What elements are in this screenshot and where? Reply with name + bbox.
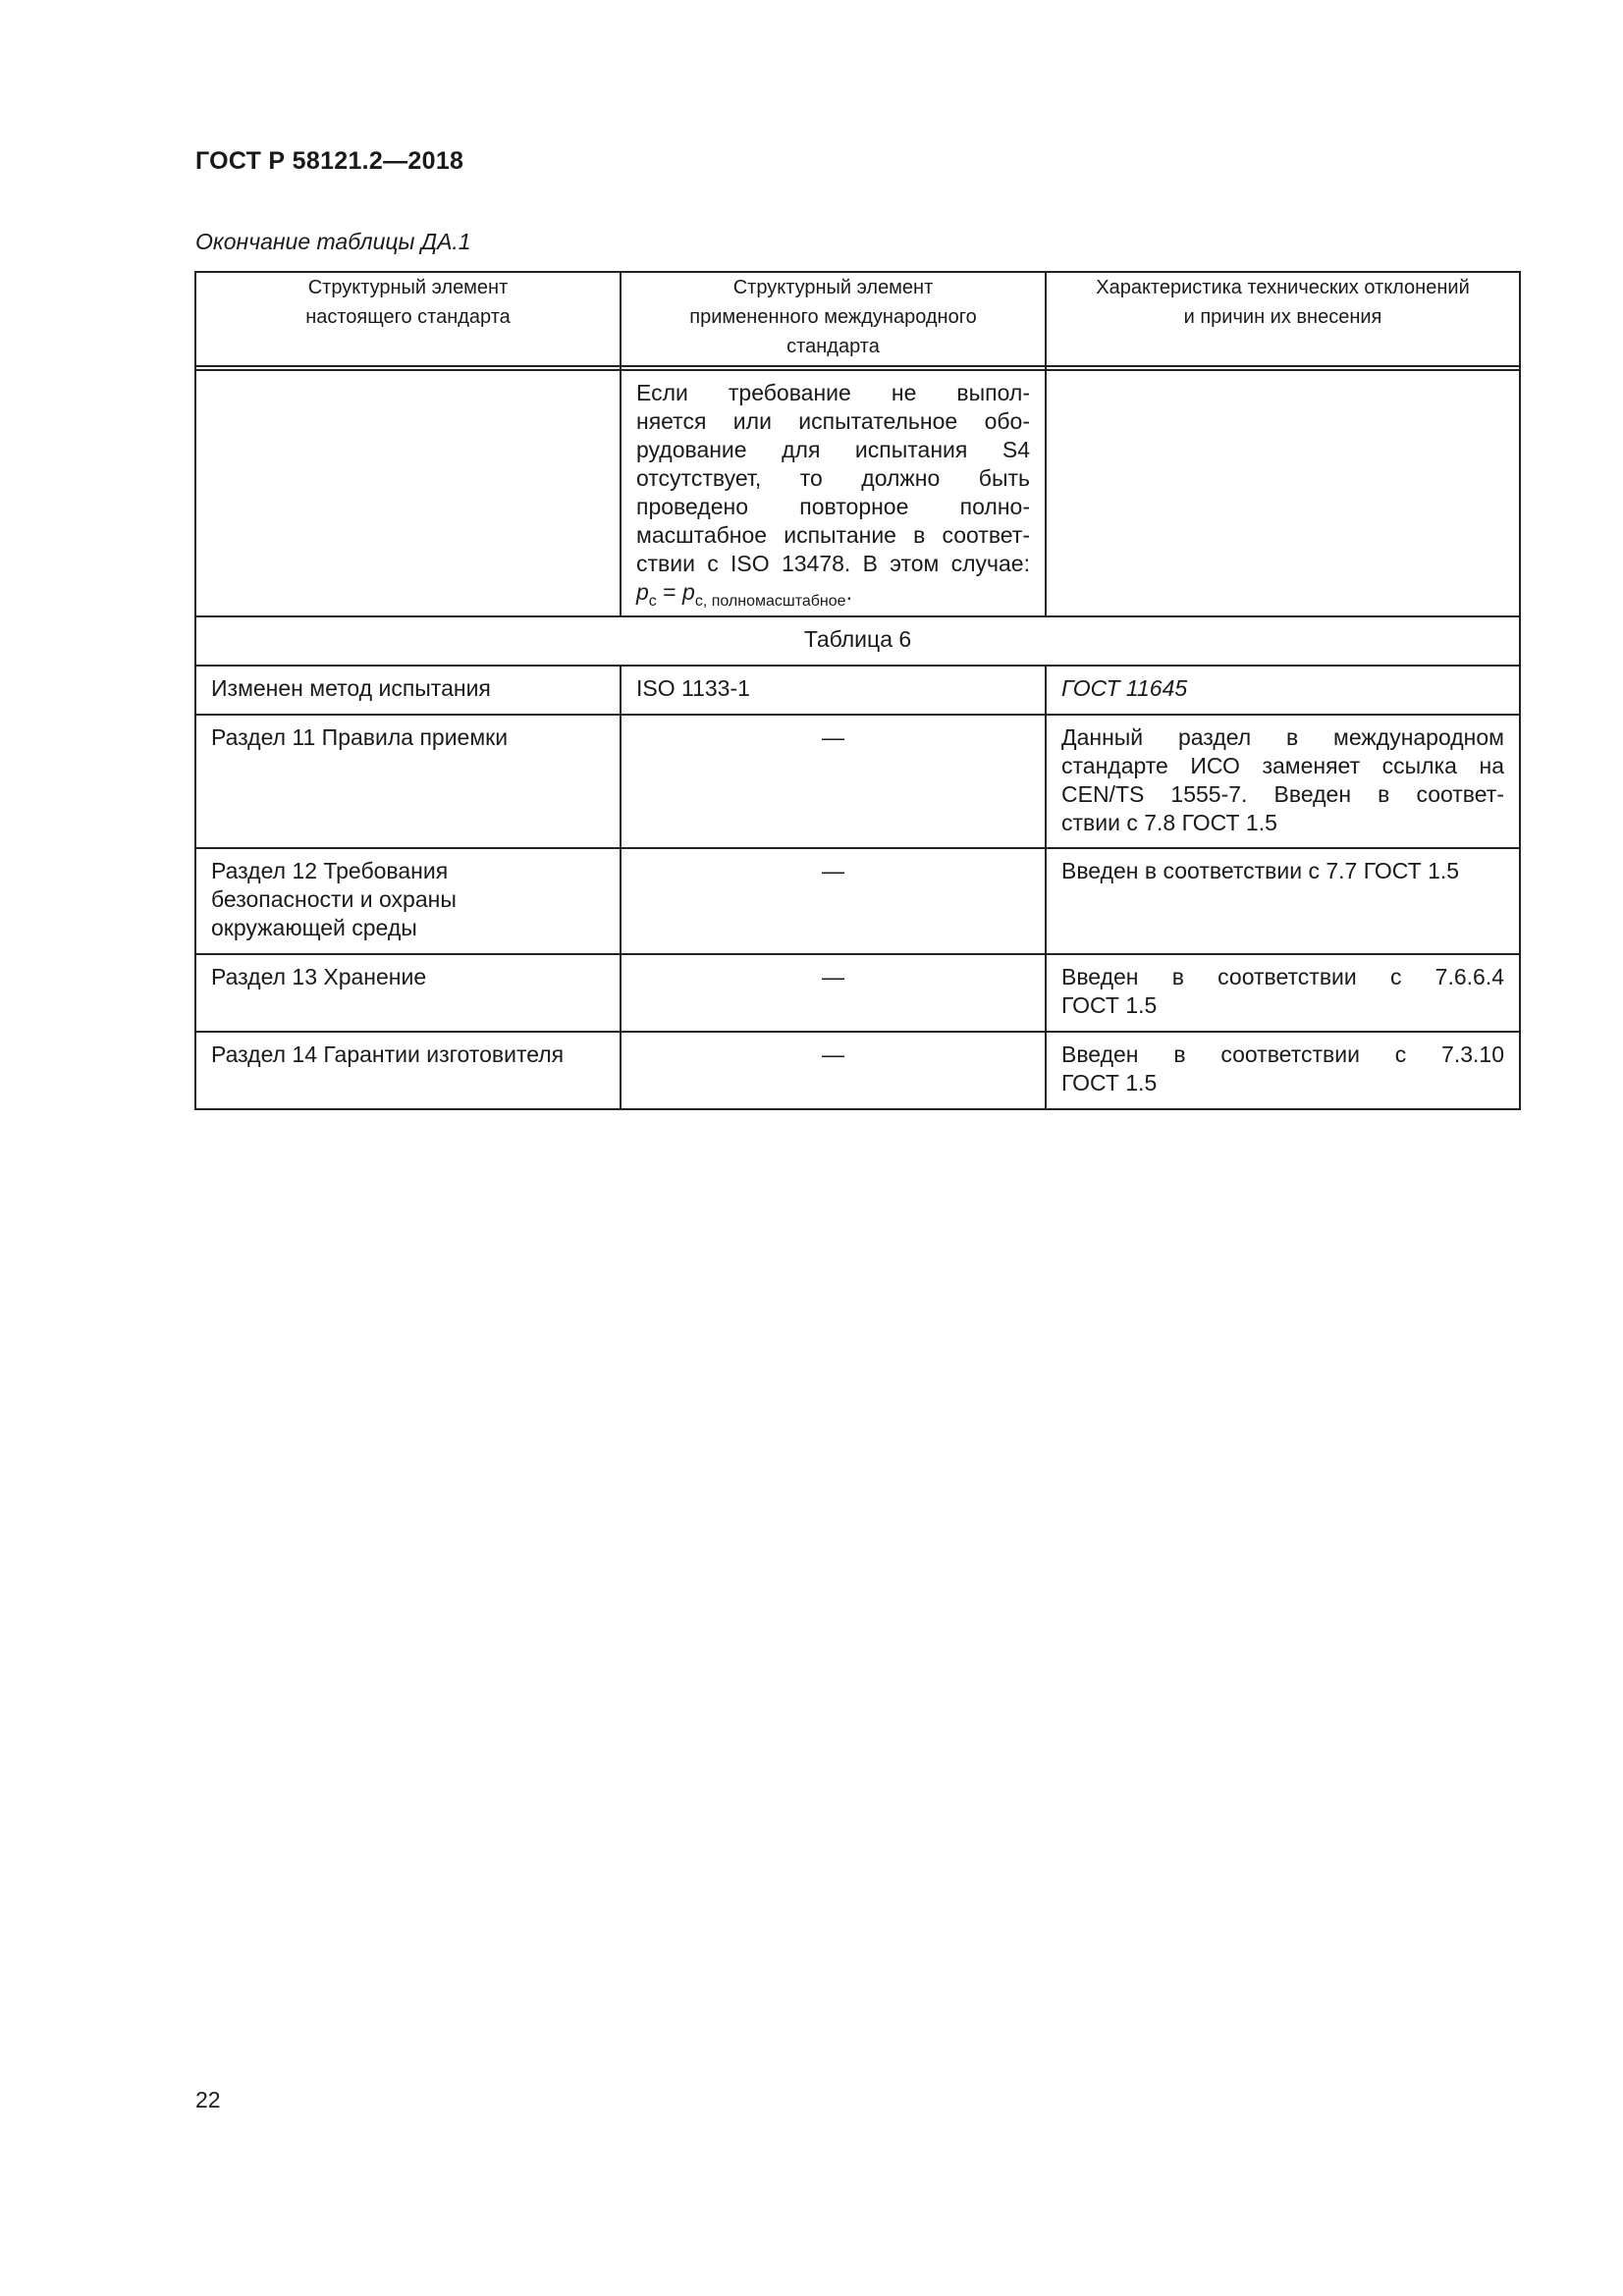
table-cell bbox=[195, 1032, 621, 1109]
table-cell-requirement-text bbox=[621, 370, 1046, 616]
table-cell bbox=[1046, 848, 1520, 954]
table-cell bbox=[1046, 954, 1520, 1032]
table-cell bbox=[1046, 715, 1520, 848]
text-line: Если требование не выпол- bbox=[636, 380, 1030, 405]
header-line: Структурный элемент bbox=[307, 277, 509, 298]
table-cell bbox=[195, 715, 621, 848]
text-line: Данный раздел в международном bbox=[1061, 724, 1504, 750]
text-line: CEN/TS 1555-7. Введен в соответ- bbox=[1061, 781, 1504, 807]
text-line: проведено повторное полно- bbox=[636, 494, 1030, 519]
table-cell: — bbox=[621, 848, 1046, 954]
document-header: ГОСТ Р 58121.2—2018 bbox=[195, 147, 464, 175]
table-caption: Окончание таблицы ДА.1 bbox=[195, 229, 471, 254]
text-line: Раздел 12 Требования bbox=[211, 858, 449, 883]
header-line: и причин их внесения bbox=[1183, 306, 1382, 328]
text-line: Введен в соответствии с 7.7 ГОСТ 1.5 bbox=[1061, 858, 1460, 883]
formula-equals: = bbox=[656, 579, 683, 605]
text-line: Раздел 14 Гарантии изготовителя bbox=[211, 1041, 565, 1067]
table-row bbox=[195, 715, 1520, 848]
table-row bbox=[195, 954, 1520, 1032]
text-line: рудование для испытания S4 bbox=[636, 437, 1030, 462]
table-row bbox=[195, 1032, 1520, 1109]
column-header-deviation-description bbox=[1046, 272, 1520, 366]
header-line: Характеристика технических отклонений bbox=[1096, 277, 1470, 298]
table-row bbox=[195, 848, 1520, 954]
text-line: окружающей среды bbox=[211, 915, 417, 940]
text-line: масштабное испытание в соответ- bbox=[636, 522, 1030, 548]
table-cell bbox=[195, 848, 621, 954]
text-line: отсутствует, то должно быть bbox=[636, 465, 1030, 491]
text-line: стандарте ИСО заменяет ссылка на bbox=[1061, 753, 1504, 778]
table-cell bbox=[1046, 1032, 1520, 1109]
text-line: безопасности и охраны bbox=[211, 886, 457, 912]
text-line: ствии с ISO 13478. В этом случае: bbox=[636, 551, 1030, 576]
formula-symbol: p bbox=[636, 579, 649, 605]
table-cell: ISO 1133-1 bbox=[621, 666, 1046, 715]
header-line: настоящего стандарта bbox=[305, 306, 511, 328]
header-line: примененного международного bbox=[689, 306, 977, 328]
text-line: Изменен метод испытания bbox=[211, 675, 491, 701]
table-cell bbox=[195, 370, 621, 616]
deviation-table bbox=[194, 271, 1521, 1110]
table-cell: — bbox=[621, 715, 1046, 848]
pressure-formula bbox=[636, 578, 1030, 615]
header-line: Структурный элемент bbox=[732, 277, 934, 298]
text-line: ГОСТ 11645 bbox=[1061, 675, 1188, 701]
table-row bbox=[195, 370, 1520, 616]
formula-subscript: c, полномасштабное bbox=[694, 593, 846, 610]
column-header-current-standard bbox=[195, 272, 621, 366]
section-title: Таблица 6 bbox=[195, 616, 1520, 666]
table-cell: — bbox=[621, 1032, 1046, 1109]
table-row bbox=[195, 666, 1520, 715]
table-cell bbox=[195, 666, 621, 715]
table-section-row bbox=[195, 616, 1520, 666]
table-header-row bbox=[195, 272, 1520, 366]
page-number: 22 bbox=[195, 2087, 221, 2112]
text-line: ствии с 7.8 ГОСТ 1.5 bbox=[1061, 810, 1277, 835]
table-cell bbox=[195, 954, 621, 1032]
text-line: ГОСТ 1.5 bbox=[1061, 992, 1158, 1018]
text-line: Введен в соответствии с 7.6.6.4 bbox=[1061, 964, 1504, 989]
table-cell: — bbox=[621, 954, 1046, 1032]
table-cell bbox=[1046, 666, 1520, 715]
text-line: Раздел 11 Правила приемки bbox=[211, 724, 509, 750]
column-header-international-standard bbox=[621, 272, 1046, 366]
text-line: Введен в соответствии с 7.3.10 bbox=[1061, 1041, 1504, 1067]
text-line: ГОСТ 1.5 bbox=[1061, 1070, 1158, 1095]
text-line: няется или испытательное обо- bbox=[636, 408, 1030, 434]
header-line: стандарта bbox=[786, 336, 880, 357]
text-line: Раздел 13 Хранение bbox=[211, 964, 427, 989]
table-cell bbox=[1046, 370, 1520, 616]
formula-subscript: c bbox=[648, 593, 657, 610]
formula-period: . bbox=[845, 579, 852, 605]
formula-symbol: p bbox=[682, 579, 695, 605]
